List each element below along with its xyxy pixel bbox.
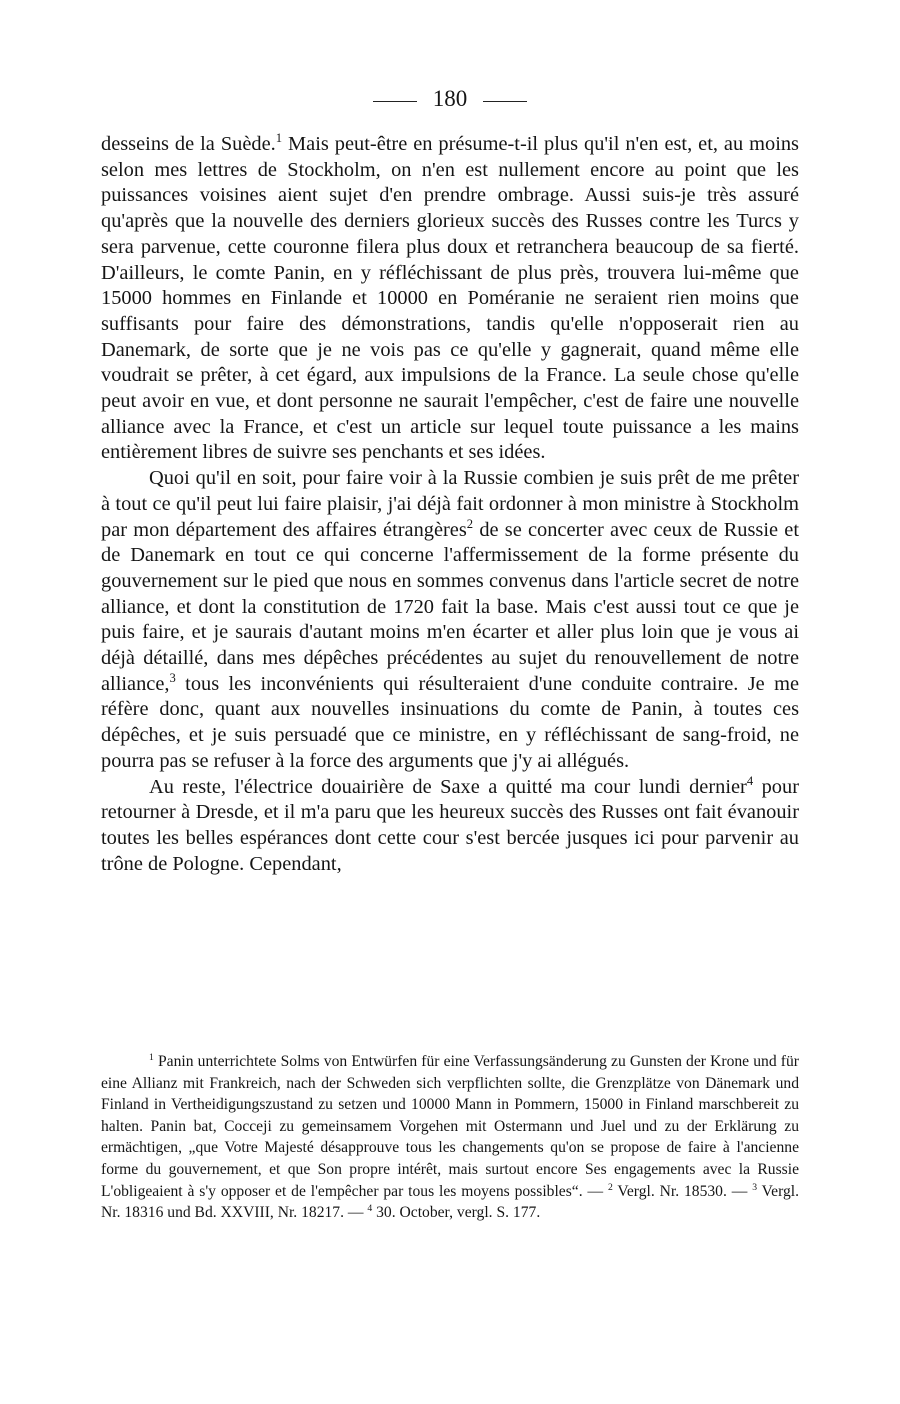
text-run: Vergl. Nr. 18530. — [612, 1182, 753, 1200]
body-paragraph [101, 775, 799, 878]
footnote-marker: 1 [149, 1052, 154, 1064]
text-run: tous les inconvénients qui résulteraient d'une conduite contraire. Je me réfère donc, quant aux nouvelles insinuations du comte de Panin, à toutes ces dépêches, et je suis persuadé que ce ministre, en y réfléchissant de sang-froid, ne pourra pas se refuser à la force des arguments que j'y ai allégués. [101, 672, 799, 772]
body-text [101, 132, 799, 877]
footnote-marker: 3 [752, 1181, 758, 1193]
footnote-marker: 4 [746, 773, 754, 788]
page-header [0, 86, 900, 112]
text-run: Mais peut-être en présume-t-il plus qu'il n'en est, et, au moins selon mes lettres de Stockholm, on n'en est nullement encore au point que les puissances voisines aient sujet d'en prendre ombrage. Aussi suis-je très assuré qu'après que la nouvelle des derniers glorieux succès des Russes contre les Turcs y sera parvenue, cette couronne filera plus doux et retranchera beaucoup de sa fierté. D'ailleurs, le comte Panin, en y réfléchissant de plus près, trouvera lui-même que 15000 hommes en Finlande et 10000 en Poméranie ne seraient rien moins que suffisants pour faire des démonstrations, tandis qu'elle n'opposerait rien au Danemark, de sorte que je ne vois pas ce qu'elle y gagnerait, quand même elle voudrait se prêter, à cet égard, aux impulsions de la France. La seule chose qu'elle peut avoir en vue, et dont personne ne saurait l'empêcher, c'est de faire une nouvelle alliance avec la France, et c'est un article sur lequel toute puissance a les mains entièrement libres de suivre ses penchants et ses idées. [101, 133, 799, 464]
footnotes [101, 1051, 799, 1224]
footnote-paragraph [101, 1051, 799, 1224]
body-paragraph [101, 132, 799, 466]
text-run: de se concerter avec ceux de Russie et de Danemark en tout ce qui concerne l'affermissement de la forme présente du gouvernement sur le pied que nous en sommes convenus dans l'article secret de notre alliance, et dont la constitution de 1720 fait la base. Mais c'est aussi tout ce que je puis faire, et je saurais d'autant moins m'en écarter et aller plus loin que je vous ai déjà détaillé, dans mes dépêches précédentes au sujet du renouvellement de notre alliance, [101, 518, 799, 695]
footnote-marker: 4 [367, 1203, 373, 1215]
body-paragraph [101, 466, 799, 774]
header-rule-right [483, 101, 527, 102]
text-run: 30. October, vergl. S. 177. [372, 1204, 541, 1222]
text-run: desseins de la Suède. [101, 133, 276, 155]
text-run: Panin unterrichtete Solms von Entwürfen für eine Verfassungsänderung zu Gunsten der Krone und für eine Allianz mit Frankreich, nach der Schweden sich verpflichten sollte, die Grenzplätze von Dänemark und Finland in Vertheidigungszustand zu setzen und 10000 Mann in Pommern, 15000 in Finland marschbereit zu halten. Panin bat, Cocceji zu gemeinsamem Vorgehen mit Ostermann und Juel und zu der Erklärung zu ermächtigen, „que Votre Majesté désapprouve tous les changements qu'on se propose de faire à l'ancienne forme du gouvernement, et que Son propre intérêt, mais surtout encore Ses engagements avec la Russie L'obligeaient à s'y opposer et de l'empêcher par tous les moyens possibles“. — [101, 1053, 799, 1200]
footnote-marker: 3 [169, 670, 176, 685]
text-run: Vergl. Nr. 18316 und Bd. XXVIII, Nr. 18217. — [101, 1182, 800, 1222]
text-run: Au reste, l'électrice douairière de Saxe a quitté ma cour lundi dernier [149, 775, 747, 798]
page-number: 180 [432, 86, 468, 111]
footnote-marker: 1 [275, 131, 283, 146]
footnote-marker: 2 [607, 1181, 613, 1193]
text-run: Quoi qu'il en soit, pour faire voir à la Russie combien je suis prêt de me prêter à tout ce qu'il peut lui faire plaisir, j'ai déjà fait ordonner à mon ministre à Stockholm par mon département des affaires étrangères [101, 467, 799, 541]
header-rule-left [373, 101, 417, 102]
footnote-marker: 2 [466, 516, 474, 531]
text-run: pour retourner à Dresde, et il m'a paru que les heureux succès des Russes ont fait évanouir toutes les belles espérances dont cette cour s'est bercée jusques ici pour parvenir au trône de Pologne. Cependant, [101, 775, 799, 875]
